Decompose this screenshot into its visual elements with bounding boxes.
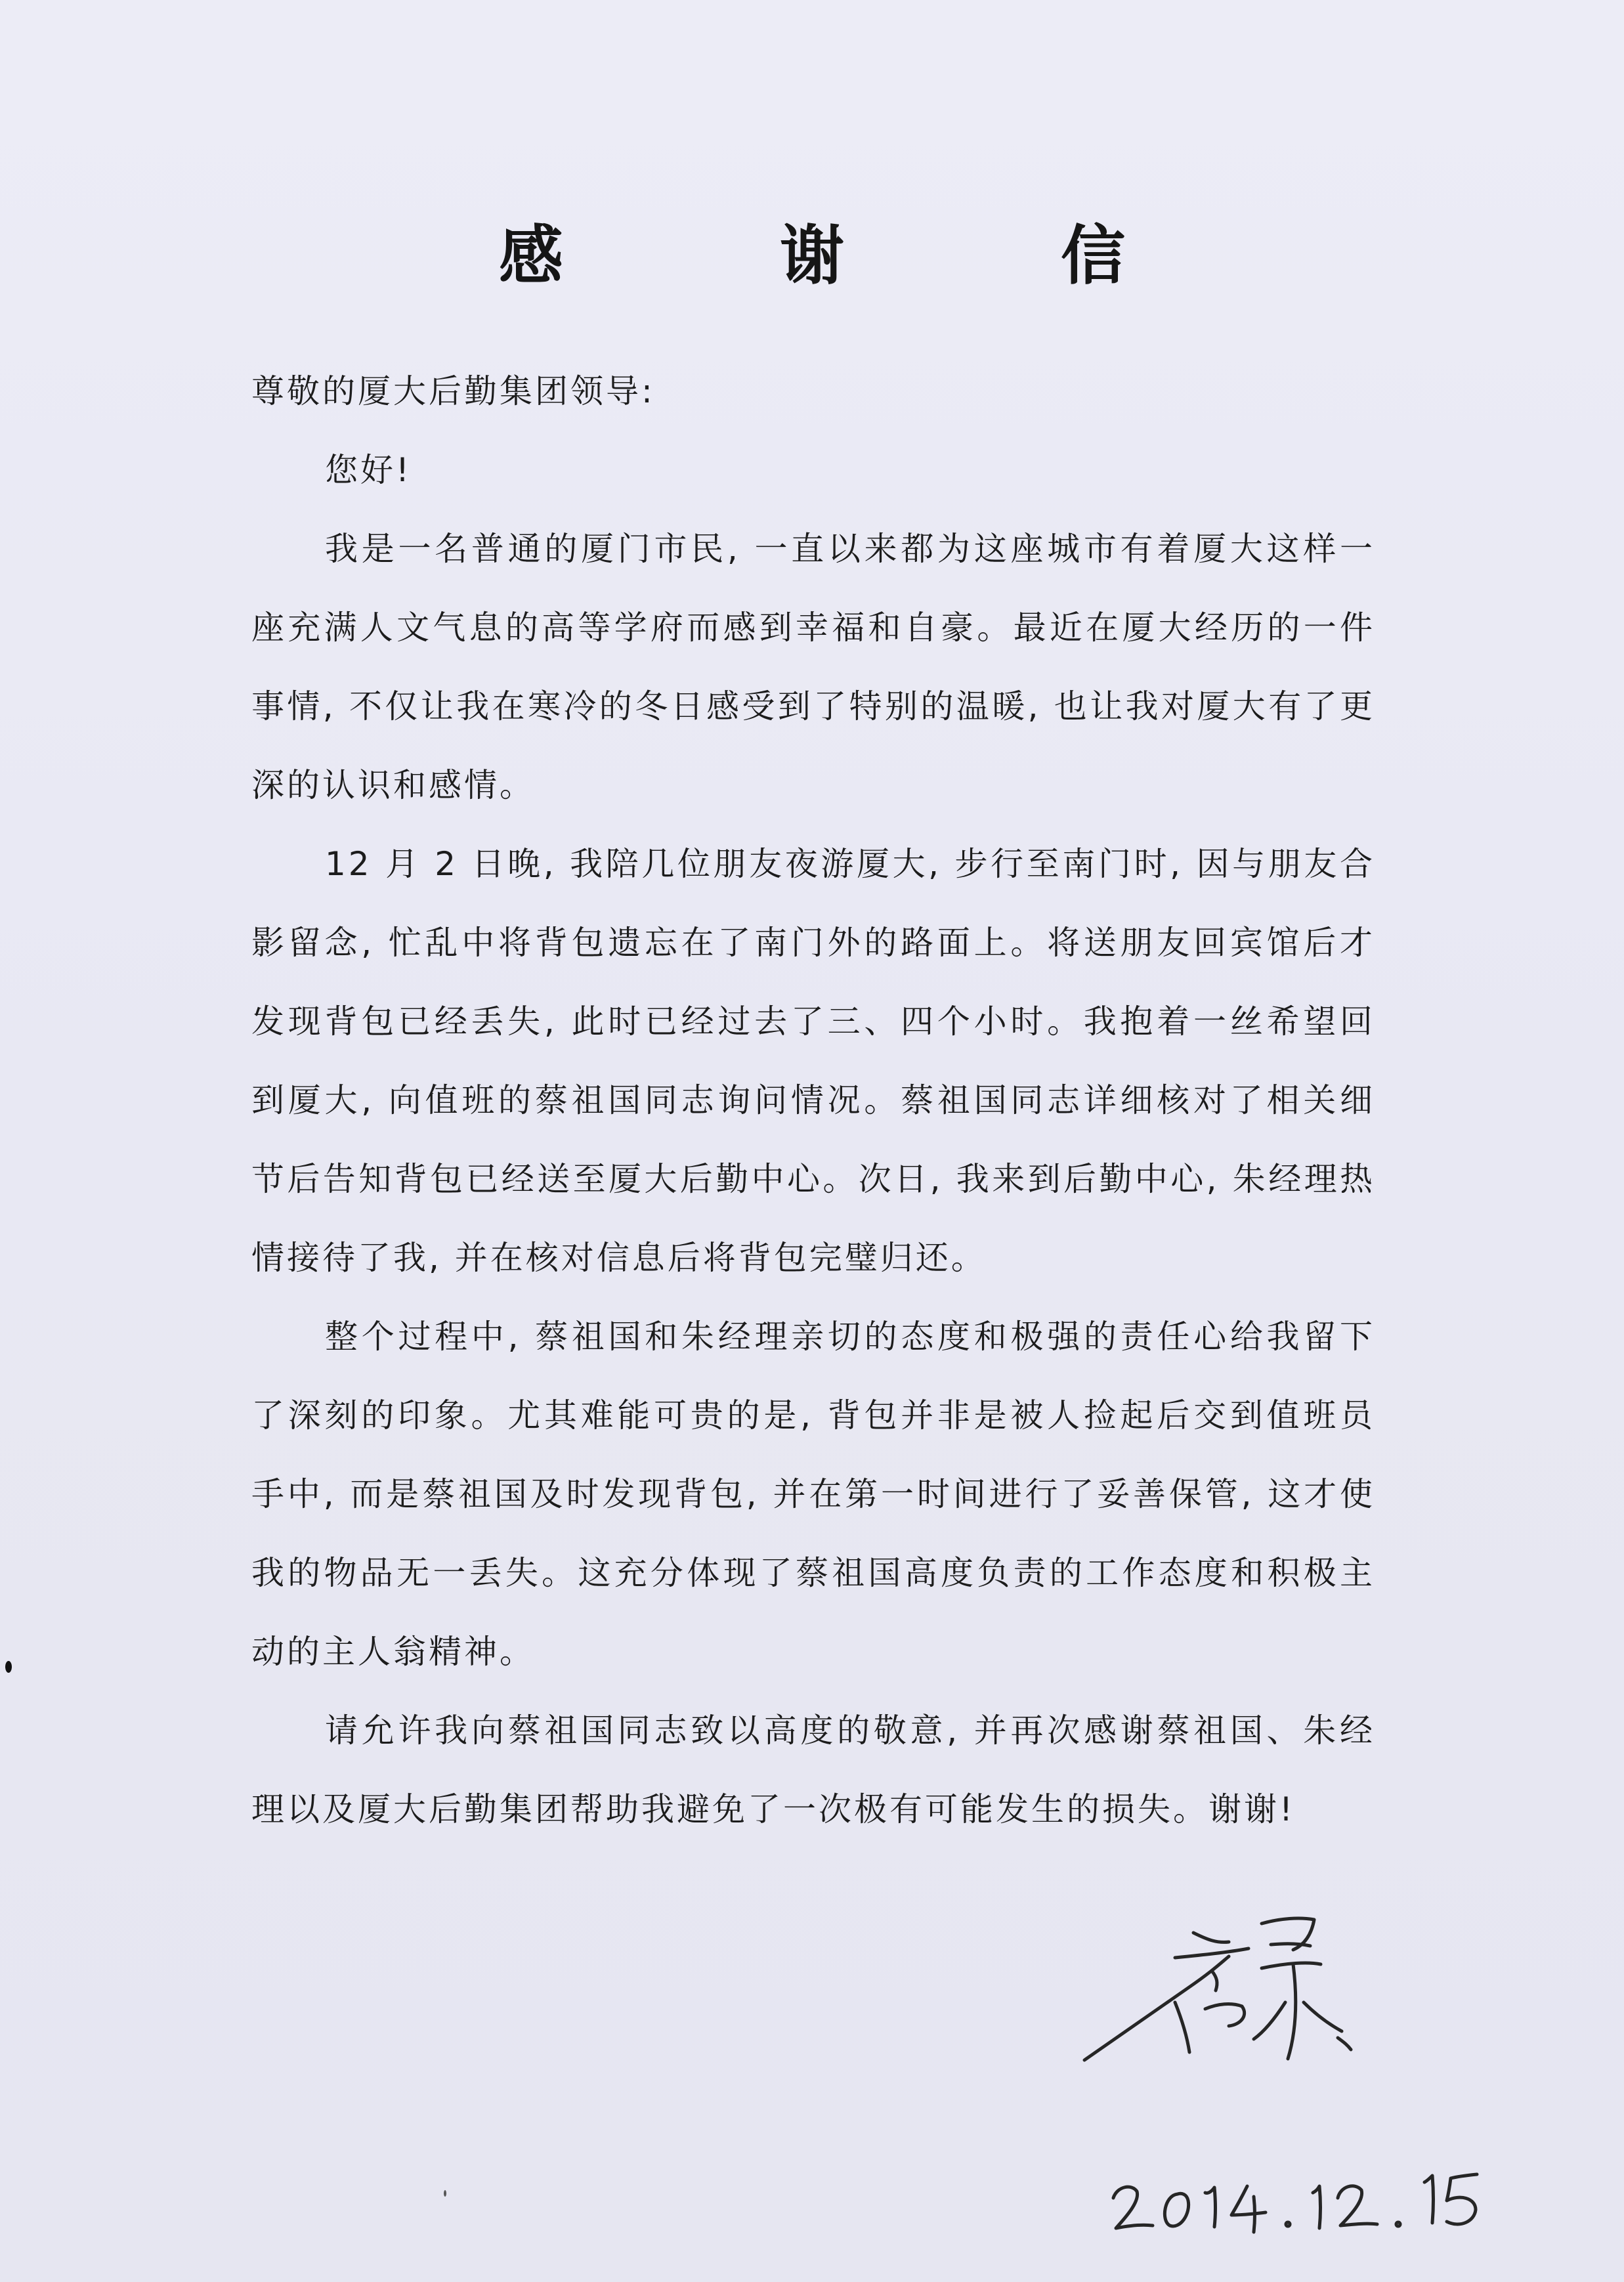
paper-speck xyxy=(5,1661,12,1673)
handwritten-signature xyxy=(1077,1904,1365,2075)
letter-body xyxy=(251,352,1375,1849)
paragraph: 请允许我向蔡祖国同志致以高度的敬意, 并再次感谢蔡祖国、朱经理以及厦大后勤集团帮助我避免了一次极有可能发生的损失。谢谢! xyxy=(251,1712,1375,1828)
greeting: 您好! xyxy=(325,451,412,489)
paragraph: 我是一名普通的厦门市民, 一直以来都为这座城市有着厦大这样一座充满人文气息的高等学府而感到幸福和自豪。最近在厦大经历的一件事情, 不仅让我在寒冷的冬日感受到了特别的温暖, 也让我对厦大有了更深的认识和感情。 xyxy=(251,530,1375,804)
handwritten-date xyxy=(1109,2160,1503,2245)
salutation: 尊敬的厦大后勤集团领导: xyxy=(251,372,655,410)
paragraph: 12 月 2 日晚, 我陪几位朋友夜游厦大, 步行至南门时, 因与朋友合影留念, 忙乱中将背包遗忘在了南门外的路面上。将送朋友回宾馆后才发现背包已经丢失, 此时已经过去了三、四个小时。我抱着一丝希望回到厦大, 向值班的蔡祖国同志询问情况。蔡祖国同志详细核对了相关细节后告知背包已经送至厦大后勤中心。次日, 我来到后勤中心, 朱经理热情接待了我, 并在核对信息后将背包完璧归还。 xyxy=(251,845,1375,1277)
paper-speck xyxy=(444,2190,446,2197)
letter-title: 感 谢 信 xyxy=(498,218,1223,293)
paragraph: 整个过程中, 蔡祖国和朱经理亲切的态度和极强的责任心给我留下了深刻的印象。尤其难能可贵的是, 背包并非是被人捡起后交到值班员手中, 而是蔡祖国及时发现背包, 并在第一时间进行了妥善保管, 这才使我的物品无一丢失。这充分体现了蔡祖国高度负责的工作态度和积极主动的主人翁精神。 xyxy=(251,1318,1375,1671)
